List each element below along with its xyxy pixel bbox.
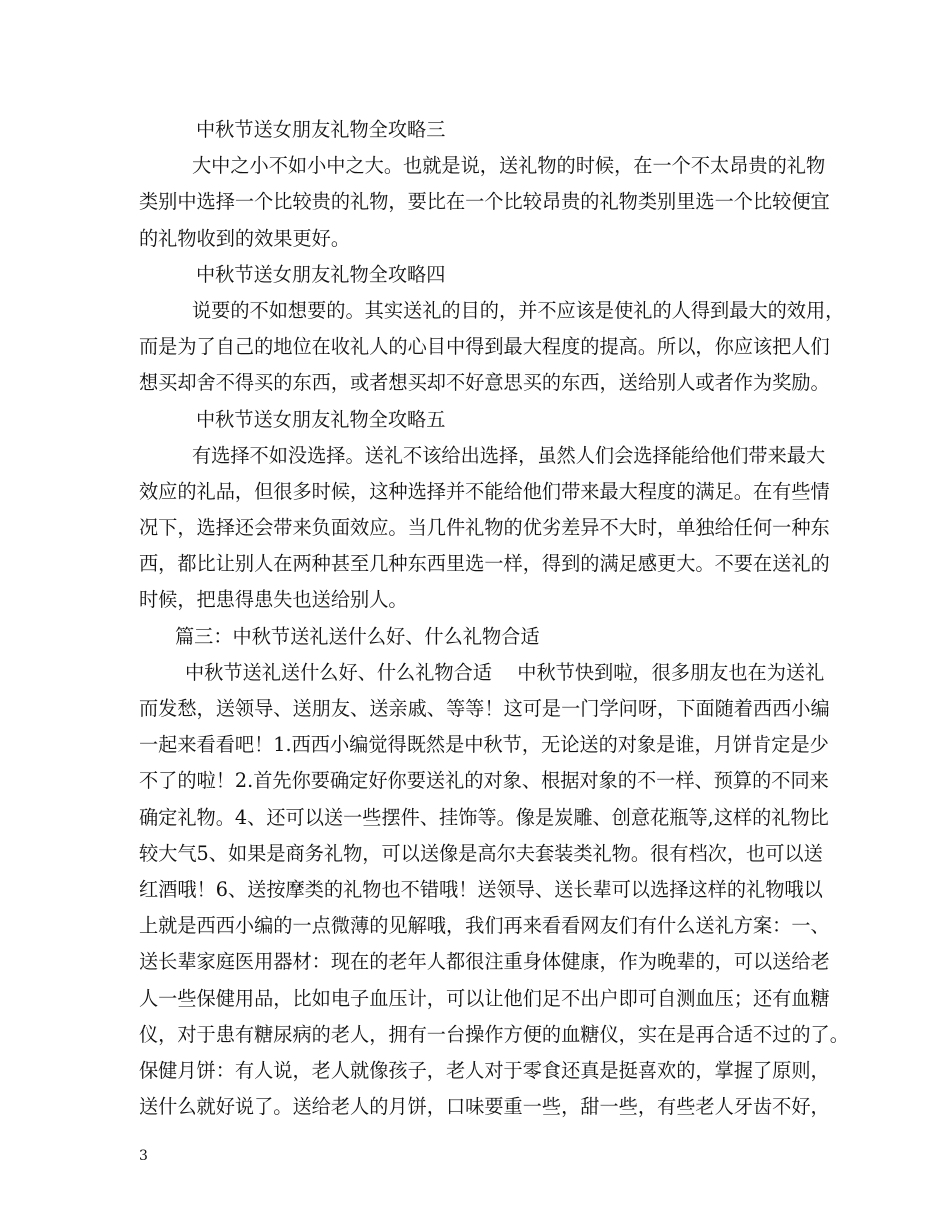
body-line: 想买却舍不得买的东西，或者想买却不好意思买的东西，送给别人或者作为奖励。: [139, 371, 830, 395]
document-body: [139, 112, 849, 1125]
body-line: 送什么就好说了。送给老人的月饼，口味要重一些，甜一些，有些老人牙齿不好，: [139, 1095, 830, 1119]
body-line: 保健月饼：有人说，老人就像孩子，老人对于零食还真是挺喜欢的，掌握了原则，: [139, 1058, 830, 1082]
body-line: 中秋节送礼送什么好、什么礼物合适 中秋节快到啦，很多朋友也在为送礼: [185, 660, 825, 684]
body-line: 说要的不如想要的。其实送礼的目的，并不应该是使礼的人得到最大的效用，: [192, 298, 845, 322]
body-line: 仪，对于患有糖尿病的老人，拥有一台操作方便的血糖仪，实在是再合适不过的了。: [139, 1022, 849, 1046]
body-line: 效应的礼品，但很多时候，这种选择并不能给他们带来最大程度的满足。在有些情: [139, 479, 830, 503]
body-line: 确定礼物。4、还可以送一些摆件、挂饰等。像是炭雕、创意花瓶等,这样的礼物比: [139, 805, 829, 829]
body-line: 不了的啦！2.首先你要确定好你要送礼的对象、根据对象的不一样、预算的不同来: [139, 769, 829, 793]
body-line: 西，都比让别人在两种甚至几种东西里选一样，得到的满足感更大。不要在送礼的: [139, 552, 830, 576]
body-line: 一起来看看吧！1.西西小编觉得既然是中秋节，无论送的对象是谁，月饼肯定是少: [139, 733, 829, 757]
body-line: 而是为了自己的地位在收礼人的心目中得到最大程度的提高。所以，你应该把人们: [139, 335, 830, 359]
body-line: 大中之小不如小中之大。也就是说，送礼物的时候，在一个不太昂贵的礼物: [192, 154, 826, 178]
heading-gift-guide-4: 中秋节送女朋友礼物全攻略四: [196, 262, 446, 286]
body-line: 较大气5、如果是商务礼物，可以送像是高尔夫套装类礼物。很有档次，也可以送: [139, 841, 823, 865]
section-heading-part-3: 篇三：中秋节送礼送什么好、什么礼物合适: [175, 624, 540, 648]
body-line: 况下，选择还会带来负面效应。当几件礼物的优劣差异不大时，单独给任何一种东: [139, 516, 830, 540]
body-line: 上就是西西小编的一点微薄的见解哦，我们再来看看网友们有什么送礼方案：一、: [139, 914, 830, 938]
heading-gift-guide-5: 中秋节送女朋友礼物全攻略五: [196, 407, 446, 431]
page-number: 3: [139, 1148, 148, 1164]
body-line: 类别中选择一个比较贵的礼物，要比在一个比较昂贵的礼物类别里选一个比较便宜: [139, 190, 830, 214]
body-line: 的礼物收到的效果更好。: [139, 226, 351, 250]
body-line: 人一些保健用品，比如电子血压计，可以让他们足不出户即可自测血压；还有血糖: [139, 986, 830, 1010]
body-line: 有选择不如没选择。送礼不该给出选择，虽然人们会选择能给他们带来最大: [192, 443, 826, 467]
body-line: 而发愁，送领导、送朋友、送亲戚、等等！这可是一门学问呀，下面随着西西小编: [139, 697, 830, 720]
body-line: 时候，把患得患失也送给别人。: [139, 588, 408, 612]
body-line: 送长辈家庭医用器材：现在的老年人都很注重身体健康，作为晚辈的，可以送给老: [139, 950, 830, 974]
heading-gift-guide-3: 中秋节送女朋友礼物全攻略三: [196, 118, 446, 141]
body-line: 红酒哦！6、送按摩类的礼物也不错哦！送领导、送长辈可以选择这样的礼物哦以: [139, 877, 823, 901]
